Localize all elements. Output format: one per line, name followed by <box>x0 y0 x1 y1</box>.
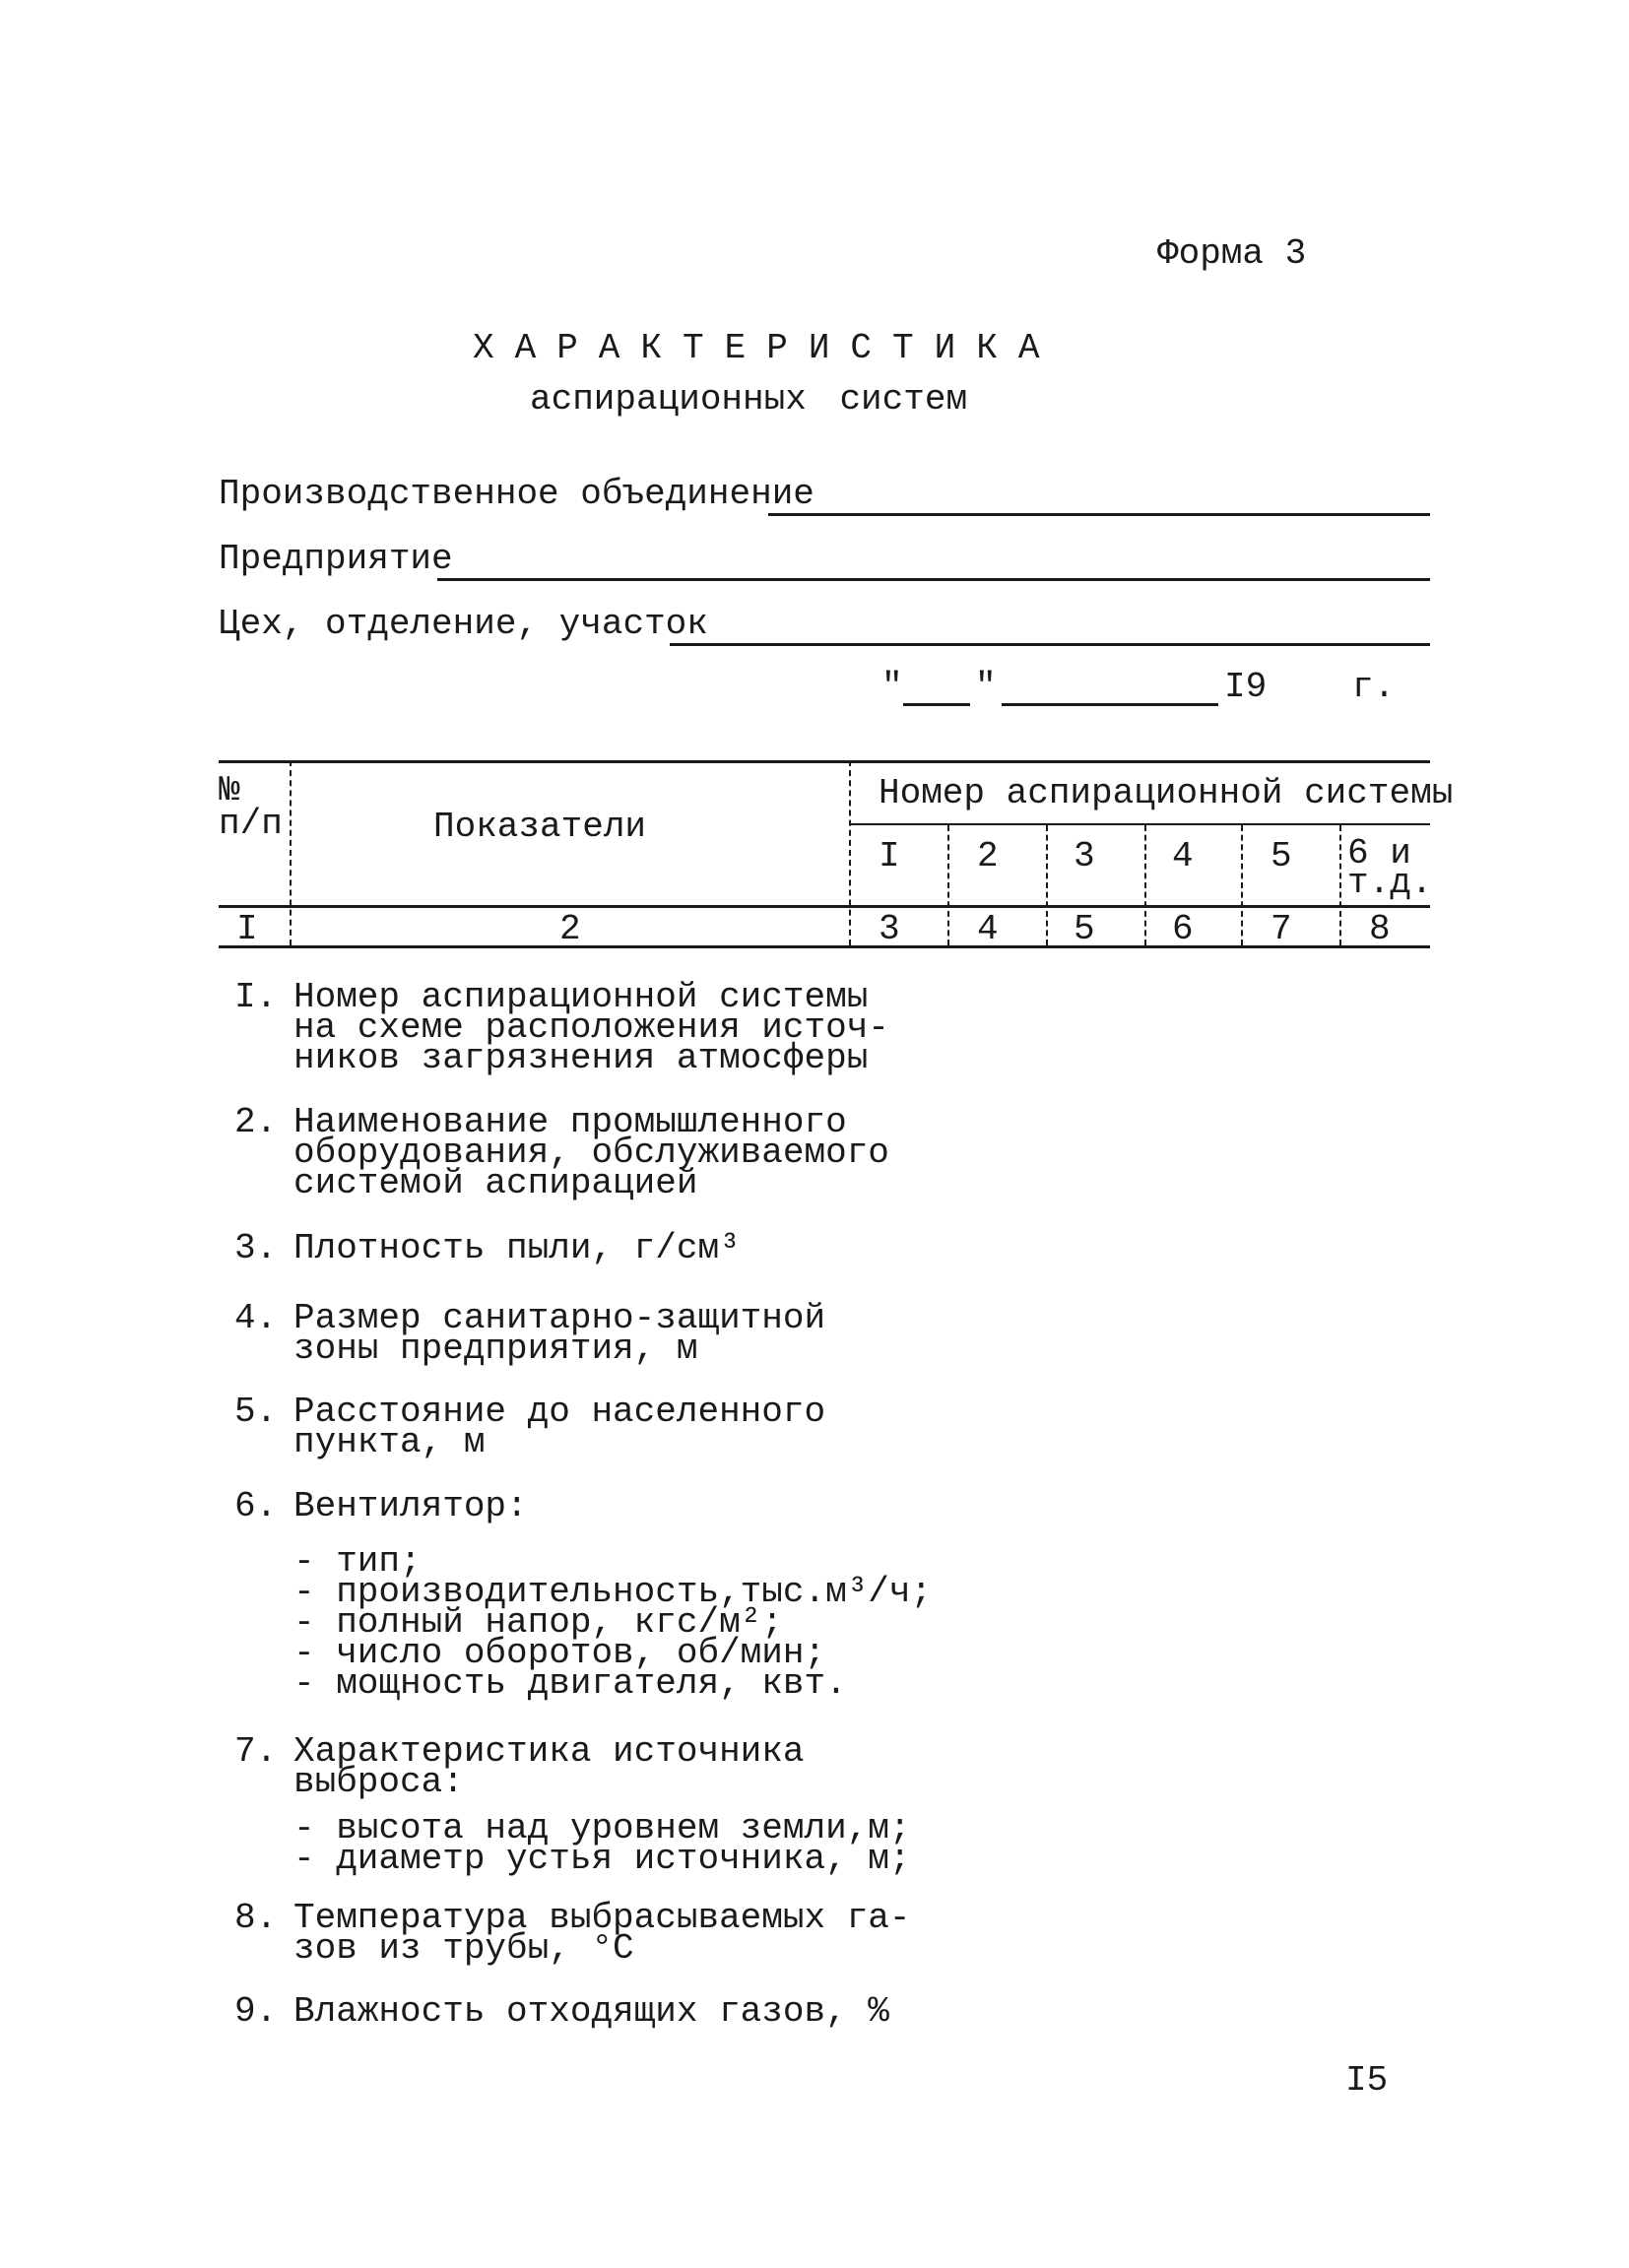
form-label: Форма 3 <box>1157 233 1307 274</box>
date-open-quote: " <box>881 667 903 707</box>
table-divider <box>849 760 851 945</box>
table-divider <box>947 825 949 945</box>
list-item-text: Плотность пыли, г/см³ <box>293 1228 741 1268</box>
table-divider <box>1144 825 1146 945</box>
field-workshop-label: Цех, отделение, участок <box>219 604 708 644</box>
field-association-label: Производственное объединение <box>219 474 814 514</box>
header-system-col: I <box>879 836 900 876</box>
header-system-col: 4 <box>1172 836 1194 876</box>
list-item-number: 2. <box>234 1102 278 1142</box>
page-number: I5 <box>1345 2060 1389 2101</box>
number-row-cell: 4 <box>977 909 999 949</box>
table-header-rule <box>219 905 1430 908</box>
table-group-rule <box>849 823 1430 825</box>
date-year-suffix: г. <box>1352 667 1396 707</box>
list-item-number: I. <box>234 977 278 1017</box>
date-close-quote: " <box>975 667 997 707</box>
header-indicators: Показатели <box>433 807 647 847</box>
list-item-subitems: - тип; - производительность,тыс.м³/ч; - полный напор, кгс/м²; - число оборотов, об/мин; - мощность двигателя, квт. <box>293 1541 933 1704</box>
number-row-cell: 7 <box>1271 909 1292 949</box>
list-item-text: Характеристика источника выброса: <box>293 1731 805 1802</box>
list-item-number: 7. <box>234 1731 278 1772</box>
field-enterprise-label: Предприятие <box>219 539 453 579</box>
list-item-text: Температура выбрасываемых га- зов из трубы, °С <box>293 1898 911 1969</box>
list-item-number: 3. <box>234 1228 278 1268</box>
list-item-text: Вентилятор: <box>293 1486 528 1526</box>
list-item-number: 9. <box>234 1991 278 2032</box>
systems-table <box>0 0 1629 965</box>
number-row-cell: I <box>236 909 258 949</box>
table-divider <box>1046 825 1048 945</box>
header-system-col: 5 <box>1271 836 1292 876</box>
table-divider <box>1339 825 1341 945</box>
number-row-cell: 8 <box>1369 909 1391 949</box>
list-item-text: Размер санитарно-защитной зоны предприятия, м <box>293 1298 826 1369</box>
list-item-subitems: - высота над уровнем земли,м; - диаметр устья источника, м; <box>293 1808 911 1879</box>
date-year-prefix: I9 <box>1224 667 1268 707</box>
list-item-text: Наименование промышленного оборудования, обслуживаемого системой аспирацией <box>293 1102 889 1203</box>
list-item-number: 5. <box>234 1392 278 1432</box>
list-item-text: Расстояние до населенного пункта, м <box>293 1392 826 1462</box>
table-divider <box>290 760 292 945</box>
number-row-cell: 6 <box>1172 909 1194 949</box>
header-system-col: 3 <box>1074 836 1095 876</box>
table-divider <box>1241 825 1243 945</box>
number-row-cell: 5 <box>1074 909 1095 949</box>
header-system-number-group: Номер аспирационной системы <box>879 773 1454 813</box>
number-row-cell: 3 <box>879 909 900 949</box>
document-title: ХАРАКТЕРИСТИКА <box>473 328 1061 368</box>
header-row-number: № п/п <box>219 770 283 844</box>
list-item-number: 6. <box>234 1486 278 1526</box>
list-item-text: Влажность отходящих газов, % <box>293 1991 889 2032</box>
header-system-col: 2 <box>977 836 999 876</box>
table-top-rule <box>219 760 1430 763</box>
list-item-number: 8. <box>234 1898 278 1938</box>
list-item-text: Номер аспирационной системы на схеме расположения источ- ников загрязнения атмосферы <box>293 977 889 1078</box>
header-system-col: 6 и т.д. <box>1347 833 1433 903</box>
number-row-cell: 2 <box>559 909 581 949</box>
document-subtitle: аспирационных систем <box>530 379 968 420</box>
table-bottom-rule <box>219 945 1430 948</box>
list-item-number: 4. <box>234 1298 278 1338</box>
